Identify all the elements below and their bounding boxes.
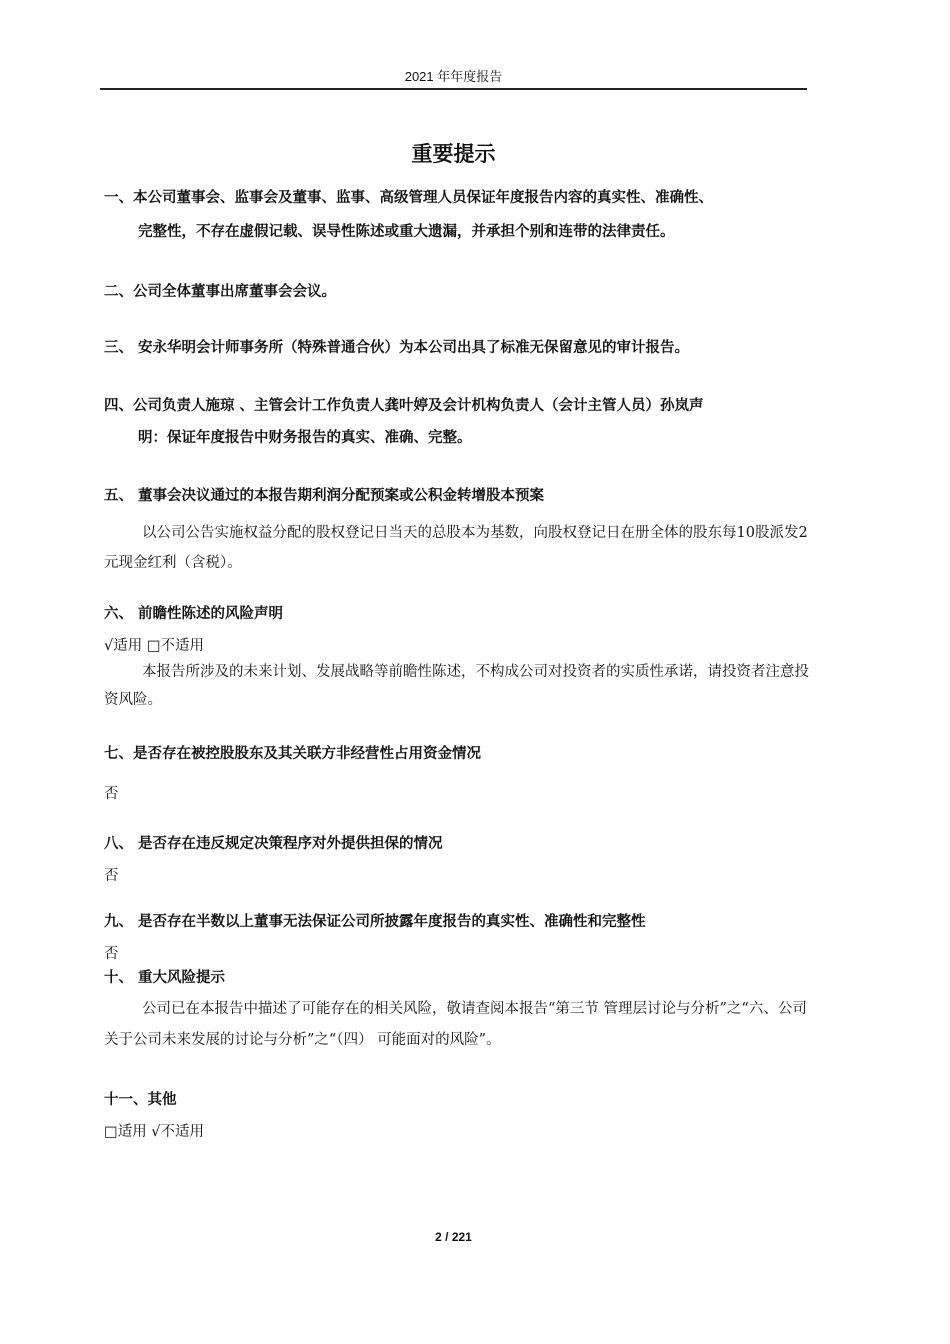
item-11-options: □适用 √不适用 <box>104 1124 205 1140</box>
item-8-answer: 否 <box>104 868 119 884</box>
page-number: 2 / 221 <box>435 1230 472 1244</box>
item-1-line-1: 一、本公司董事会、监事会及董事、监事、高级管理人员保证年度报告内容的真实性、准确性、 <box>104 190 713 206</box>
item-6-options: √适用 □不适用 <box>104 638 205 654</box>
item-5-heading: 五、 董事会决议通过的本报告期利润分配预案或公积金转增股本预案 <box>104 488 545 504</box>
item-5-body: 以公司公告实施权益分配的股权登记日当天的总股本为基数，向股权登记日在册全体的股东每10股派发2元现金红利（含税）。 <box>104 525 808 571</box>
item-8-heading: 八、 是否存在违反规定决策程序对外提供担保的情况 <box>104 836 443 852</box>
item-10-heading: 十、 重大风险提示 <box>104 970 226 986</box>
item-6-heading: 六、 前瞻性陈述的风险声明 <box>104 606 284 622</box>
item-3: 三、 安永华明会计师事务所（特殊普通合伙）为本公司出具了标准无保留意见的审计报告。 <box>104 340 690 356</box>
item-7-heading: 七、是否存在被控股股东及其关联方非经营性占用资金情况 <box>104 746 481 762</box>
item-9-heading: 九、 是否存在半数以上董事无法保证公司所披露年度报告的真实性、准确性和完整性 <box>104 914 646 930</box>
item-4-line-1: 四、公司负责人施琼 、主管会计工作负责人龚叶婷及会计机构负责人（会计主管人员）孙岚声 <box>104 398 704 414</box>
header-divider <box>100 88 807 90</box>
item-6-body: 本报告所涉及的未来计划、发展战略等前瞻性陈述，不构成公司对投资者的实质性承诺，请投资者注意投资风险。 <box>104 664 809 708</box>
item-4-line-2: 明：保证年度报告中财务报告的真实、准确、完整。 <box>138 430 472 446</box>
page-title: 重要提示 <box>411 142 496 166</box>
item-7-answer: 否 <box>104 786 119 802</box>
item-1-line-2: 完整性，不存在虚假记载、误导性陈述或重大遗漏，并承担个别和连带的法律责任。 <box>138 224 675 240</box>
item-11-heading: 十一、其他 <box>104 1092 177 1108</box>
item-2: 二、公司全体董事出席董事会会议。 <box>104 284 336 300</box>
item-10-body: 公司已在本报告中描述了可能存在的相关风险，敬请查阅本报告“第三节 管理层讨论与分析”之“六、公司关于公司未来发展的讨论与分析”之“（四） 可能面对的风险”。 <box>104 1001 807 1048</box>
item-9-answer: 否 <box>104 946 119 962</box>
running-header: 2021 年年度报告 <box>404 69 503 84</box>
